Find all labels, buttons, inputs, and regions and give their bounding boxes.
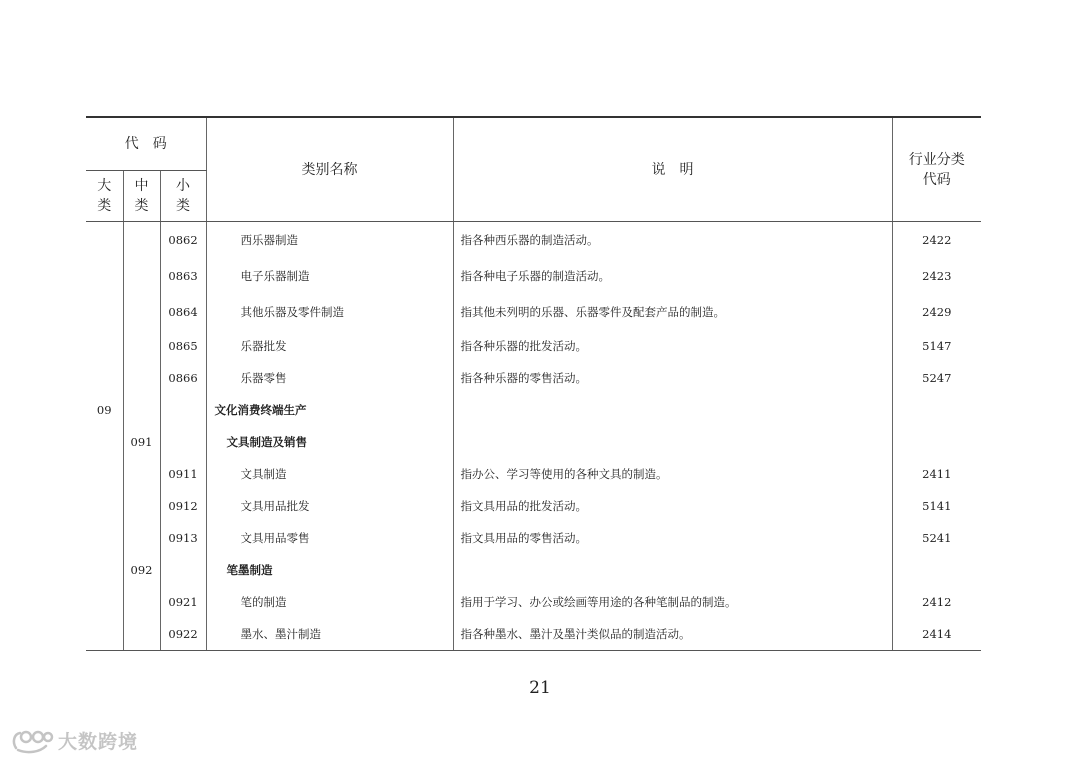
- table-row: [86, 294, 981, 330]
- minor-code-cell: 0865: [160, 330, 206, 362]
- middle-code-cell: 091: [123, 426, 160, 458]
- table-row: [86, 618, 981, 651]
- description-cell: [453, 394, 892, 426]
- major-code-cell: [86, 554, 123, 586]
- table-row: [86, 426, 981, 458]
- middle-code-cell: 092: [123, 554, 160, 586]
- category-name-cell: 电子乐器制造: [206, 258, 453, 294]
- minor-class-header: 小类: [160, 171, 206, 222]
- page-number: 21: [529, 678, 551, 698]
- major-code-cell: [86, 258, 123, 294]
- minor-code-cell: [160, 426, 206, 458]
- major-code-cell: [86, 294, 123, 330]
- middle-code-cell: [123, 394, 160, 426]
- table-row: [86, 458, 981, 490]
- table-row: [86, 586, 981, 618]
- major-code-cell: [86, 586, 123, 618]
- industry-code-header: [892, 117, 981, 222]
- industry-code-cell: 2423: [892, 258, 981, 294]
- classification-table-container: [86, 116, 981, 651]
- industry-code-cell: [892, 426, 981, 458]
- industry-code-cell: 2412: [892, 586, 981, 618]
- table-row: [86, 490, 981, 522]
- category-name-cell: 文化消费终端生产: [206, 394, 453, 426]
- major-code-cell: 09: [96, 403, 112, 417]
- table-row: [86, 362, 981, 394]
- category-name-cell: 文具用品批发: [206, 490, 453, 522]
- minor-code-cell: 0911: [160, 458, 206, 490]
- category-name-cell: 笔的制造: [206, 586, 453, 618]
- industry-code-cell: 2414: [892, 618, 981, 651]
- industry-code-cell: 5247: [892, 362, 981, 394]
- description-cell: [453, 554, 892, 586]
- watermark-logo-icon: [10, 728, 54, 754]
- classification-table: [86, 116, 981, 651]
- minor-code-cell: 0922: [160, 618, 206, 651]
- table-row: [86, 258, 981, 294]
- middle-code-cell: [123, 258, 160, 294]
- description-cell: 指各种乐器的零售活动。: [453, 362, 892, 394]
- major-code-cell: [86, 490, 123, 522]
- category-name-header: 类别名称: [206, 117, 453, 222]
- industry-code-cell: [892, 554, 981, 586]
- category-name-cell: 墨水、墨汁制造: [206, 618, 453, 651]
- category-name-cell: 文具用品零售: [206, 522, 453, 554]
- watermark-text: 大数跨境: [58, 731, 139, 753]
- minor-code-cell: 0912: [160, 490, 206, 522]
- description-cell: 指各种西乐器的制造活动。: [453, 222, 892, 259]
- middle-code-cell: [123, 522, 160, 554]
- middle-code-cell: [123, 490, 160, 522]
- minor-code-cell: [160, 554, 206, 586]
- industry-code-cell: 2429: [892, 294, 981, 330]
- industry-code-cell: 5141: [892, 490, 981, 522]
- watermark: [10, 727, 138, 754]
- minor-code-cell: 0866: [160, 362, 206, 394]
- code-header: 代 码: [86, 117, 206, 171]
- table-row: [86, 394, 981, 426]
- minor-code-cell: 0913: [160, 522, 206, 554]
- category-name-cell: 西乐器制造: [206, 222, 453, 259]
- category-name-cell: 乐器零售: [206, 362, 453, 394]
- major-class-header: 大类: [86, 171, 123, 222]
- description-cell: 指各种墨水、墨汁及墨汁类似品的制造活动。: [453, 618, 892, 651]
- industry-code-cell: 5241: [892, 522, 981, 554]
- minor-code-cell: [160, 394, 206, 426]
- middle-code-cell: [123, 362, 160, 394]
- table-row: [86, 522, 981, 554]
- minor-code-cell: 0864: [160, 294, 206, 330]
- middle-code-cell: [123, 222, 160, 259]
- major-code-cell: [86, 522, 123, 554]
- major-code-cell: [86, 618, 123, 651]
- category-name-cell: 笔墨制造: [206, 554, 453, 586]
- description-cell: 指文具用品的零售活动。: [453, 522, 892, 554]
- description-header: 说 明: [453, 117, 892, 222]
- major-code-cell: [86, 362, 123, 394]
- table-row: [86, 330, 981, 362]
- table-body: [86, 222, 981, 651]
- description-cell: 指用于学习、办公或绘画等用途的各种笔制品的制造。: [453, 586, 892, 618]
- middle-code-cell: [123, 330, 160, 362]
- middle-code-cell: [123, 586, 160, 618]
- minor-code-cell: 0863: [160, 258, 206, 294]
- description-cell: 指各种乐器的批发活动。: [453, 330, 892, 362]
- middle-code-cell: [123, 458, 160, 490]
- description-cell: 指文具用品的批发活动。: [453, 490, 892, 522]
- minor-code-cell: 0921: [160, 586, 206, 618]
- industry-code-cell: 5147: [892, 330, 981, 362]
- major-code-cell: [86, 330, 123, 362]
- table-row: [86, 222, 981, 259]
- middle-code-cell: [123, 618, 160, 651]
- category-name-cell: 文具制造: [206, 458, 453, 490]
- middle-class-header: 中类: [123, 171, 160, 222]
- industry-code-header-line1: 行业分类: [908, 151, 965, 168]
- middle-code-cell: [123, 294, 160, 330]
- industry-code-cell: 2411: [892, 458, 981, 490]
- major-code-cell: [86, 426, 123, 458]
- category-name-cell: 乐器批发: [206, 330, 453, 362]
- description-cell: 指其他未列明的乐器、乐器零件及配套产品的制造。: [453, 294, 892, 330]
- major-code-cell: [86, 222, 123, 259]
- description-cell: 指办公、学习等使用的各种文具的制造。: [453, 458, 892, 490]
- category-name-cell: 其他乐器及零件制造: [206, 294, 453, 330]
- table-row: [86, 554, 981, 586]
- industry-code-cell: [892, 394, 981, 426]
- category-name-cell: 文具制造及销售: [206, 426, 453, 458]
- major-code-cell: [86, 458, 123, 490]
- description-cell: 指各种电子乐器的制造活动。: [453, 258, 892, 294]
- description-cell: [453, 426, 892, 458]
- industry-code-header-line2: 代码: [922, 171, 951, 188]
- industry-code-cell: 2422: [892, 222, 981, 259]
- minor-code-cell: 0862: [160, 222, 206, 259]
